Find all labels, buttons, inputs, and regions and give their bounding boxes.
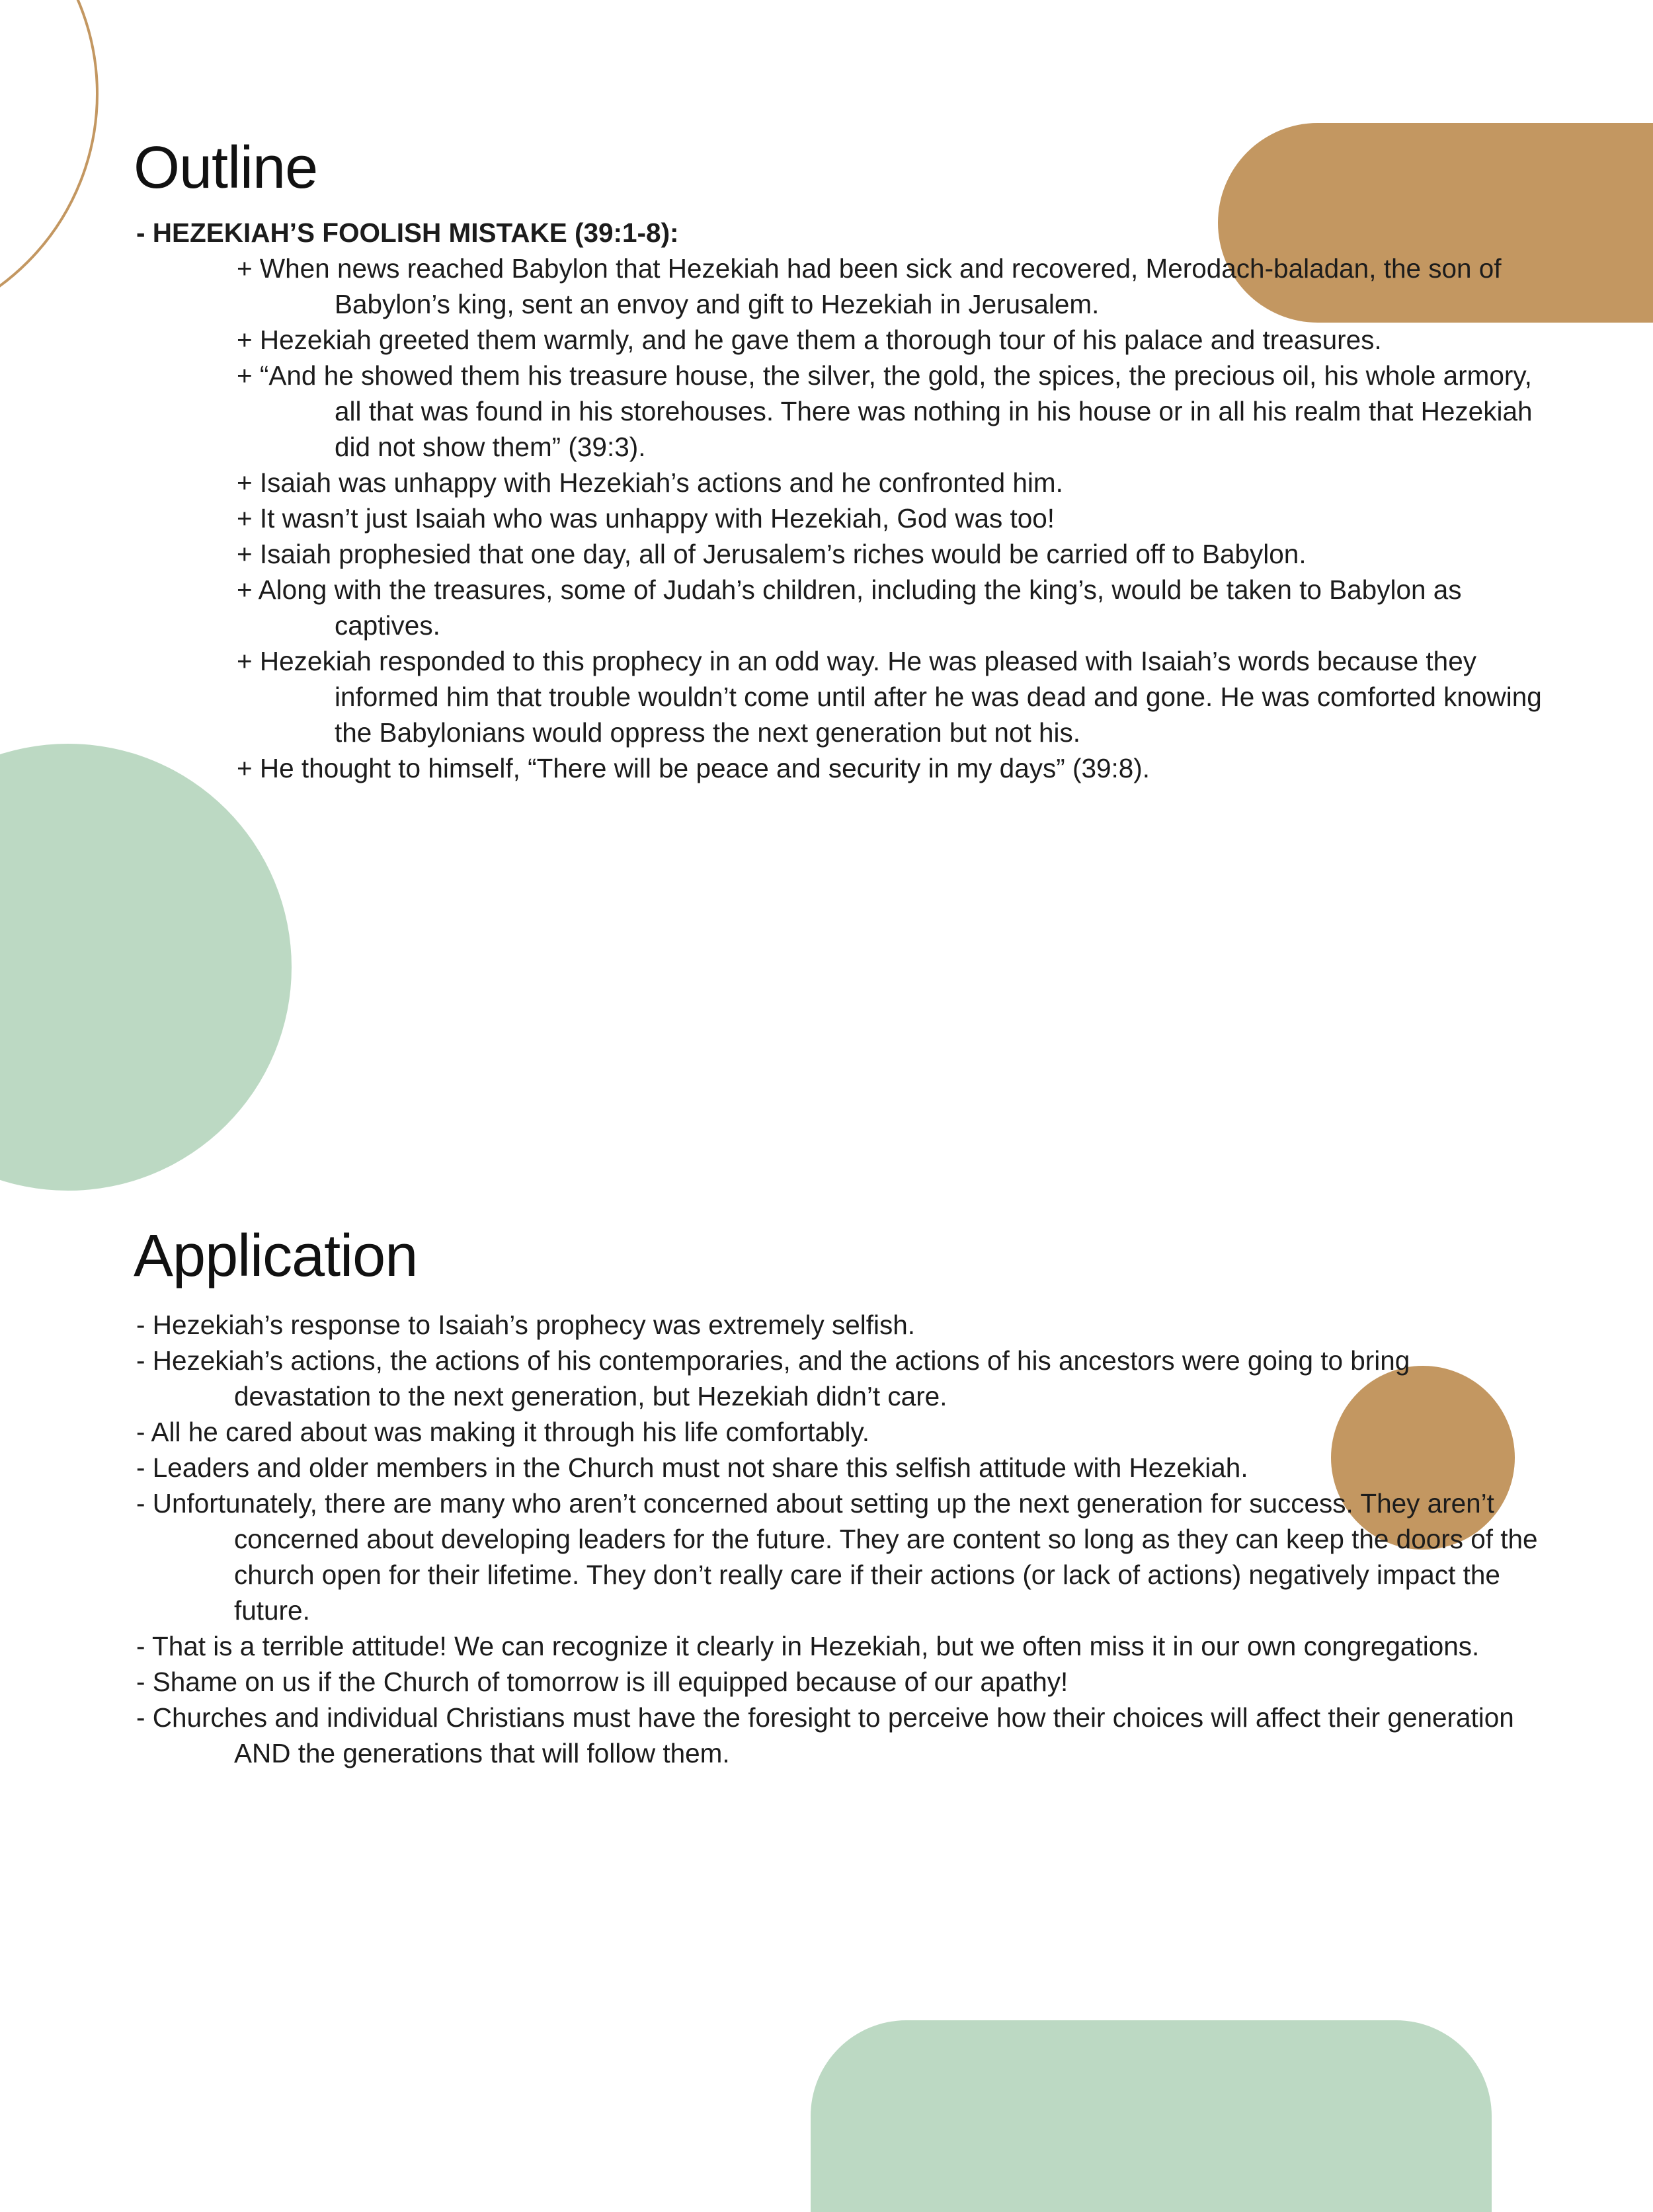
outline-item: + Along with the treasures, some of Judah’s children, including the king’s, would be taken to Babylon as captives. (237, 574, 1462, 641)
application-item: - Shame on us if the Church of tomorrow is ill equipped because of our apathy! (136, 1667, 1068, 1697)
application-item: - All he cared about was making it through his life comfortably. (136, 1417, 870, 1447)
decorative-green-pill (811, 2020, 1492, 2212)
outline-item: + Hezekiah responded to this prophecy in an odd way. He was pleased with Isaiah’s words because they informed him that trouble wouldn’t come until after he was dead and gone. He was comforted knowing the Babylonians would oppress the next generation but not his. (237, 646, 1542, 748)
application-list (136, 1307, 1551, 1771)
application-item: - Churches and individual Christians must have the foresight to perceive how their choices will affect their generation AND the generations that will follow them. (136, 1702, 1514, 1768)
outline-title: Outline (134, 135, 318, 201)
application-item: - Hezekiah’s response to Isaiah’s prophecy was extremely selfish. (136, 1310, 916, 1340)
application-item: - Leaders and older members in the Church must not share this selfish attitude with Hezekiah. (136, 1452, 1248, 1483)
application-item: - Hezekiah’s actions, the actions of his contemporaries, and the actions of his ancestors were going to bring devastation to the next generation, but Hezekiah didn’t care. (136, 1345, 1410, 1411)
application-title: Application (134, 1223, 418, 1289)
outline-item: + Isaiah prophesied that one day, all of Jerusalem’s riches would be carried off to Babylon. (237, 539, 1307, 569)
application-item: - That is a terrible attitude! We can recognize it clearly in Hezekiah, but we often miss it in our own congregations. (136, 1631, 1480, 1661)
decorative-ring-arc (0, 0, 99, 333)
outline-item: + It wasn’t just Isaiah who was unhappy with Hezekiah, God was too! (237, 503, 1055, 533)
outline-item: + When news reached Babylon that Hezekiah had been sick and recovered, Merodach-baladan, the son of Babylon’s king, sent an envoy and gift to Hezekiah in Jerusalem. (237, 253, 1502, 319)
decorative-green-circle (0, 744, 292, 1191)
outline-list (136, 215, 1551, 786)
outline-item: + “And he showed them his treasure house, the silver, the gold, the spices, the precious oil, his whole armory, all that was found in his storehouses. There was nothing in his house or in all his realm that Hezekiah did not show them” (39:3). (237, 360, 1533, 462)
outline-section-heading: - HEZEKIAH’S FOOLISH MISTAKE (39:1-8): (136, 217, 679, 248)
application-item: - Unfortunately, there are many who aren’t concerned about setting up the next generation for success. They aren’t concerned about developing leaders for the future. They are content so long as they can keep the doors of the church open for their lifetime. They don’t really care if their actions (or lack of actions) negatively impact the future. (136, 1488, 1538, 1626)
outline-item: + Hezekiah greeted them warmly, and he gave them a thorough tour of his palace and treasures. (237, 325, 1382, 355)
outline-item: + He thought to himself, “There will be peace and security in my days” (39:8). (237, 753, 1150, 783)
outline-item: + Isaiah was unhappy with Hezekiah’s actions and he confronted him. (237, 467, 1063, 498)
